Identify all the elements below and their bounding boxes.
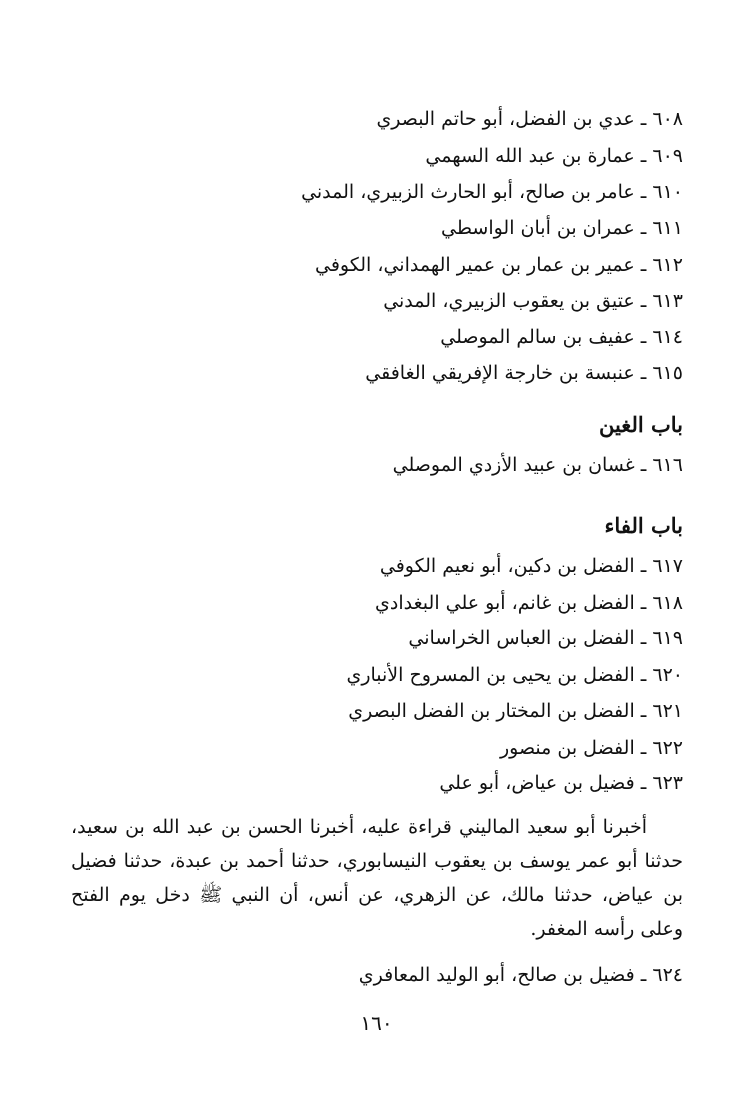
entry-619: ٦١٩ ـ الفضل بن العباس الخراساني: [408, 627, 683, 649]
entry-615: ٦١٥ ـ عنبسة بن خارجة الإفريقي الغافقي: [365, 362, 683, 384]
entry-623: ٦٢٣ ـ فضيل بن عياض، أبو علي: [439, 772, 683, 794]
entry-613: ٦١٣ ـ عتيق بن يعقوب الزبيري، المدني: [383, 290, 683, 312]
entry-621: ٦٢١ ـ الفضل بن المختار بن الفضل البصري: [348, 700, 683, 722]
entry-616: ٦١٦ ـ غسان بن عبيد الأزدي الموصلي: [392, 454, 683, 476]
section-heading-ghain: باب الغين: [598, 412, 683, 437]
entry-611: ٦١١ ـ عمران بن أبان الواسطي: [441, 217, 683, 239]
entry-608: ٦٠٨ ـ عدي بن الفضل، أبو حاتم البصري: [376, 108, 683, 130]
entry-617: ٦١٧ ـ الفضل بن دكين، أبو نعيم الكوفي: [379, 555, 683, 577]
section-heading-fa: باب الفاء: [604, 513, 683, 538]
entry-624: ٦٢٤ ـ فضيل بن صالح، أبو الوليد المعافري: [358, 964, 683, 986]
hadith-paragraph: أخبرنا أبو سعيد الماليني قراءة عليه، أخبرنا الحسن بن عبد الله بن سعيد، حدثنا أبو عمر يوسف بن يعقوب النيسابوري، حدثنا أحمد بن عبدة، حدثنا فضيل بن عياض، حدثنا مالك، عن الزهري، عن أنس، أن النبي ﷺ دخل يوم الفتح وعلى رأسه المغفر.: [71, 816, 683, 940]
entry-618: ٦١٨ ـ الفضل بن غانم، أبو علي البغدادي: [375, 592, 683, 614]
page-number: ١٦٠: [360, 1011, 393, 1035]
entry-609: ٦٠٩ ـ عمارة بن عبد الله السهمي: [425, 145, 683, 167]
entry-622: ٦٢٢ ـ الفضل بن منصور: [499, 737, 683, 759]
entry-610: ٦١٠ ـ عامر بن صالح، أبو الحارث الزبيري، المدني: [301, 181, 683, 203]
entry-614: ٦١٤ ـ عفيف بن سالم الموصلي: [440, 326, 683, 348]
entry-612: ٦١٢ ـ عمير بن عمار بن عمير الهمداني، الكوفي: [315, 254, 683, 276]
entry-620: ٦٢٠ ـ الفضل بن يحيى بن المسروح الأنباري: [346, 664, 683, 686]
